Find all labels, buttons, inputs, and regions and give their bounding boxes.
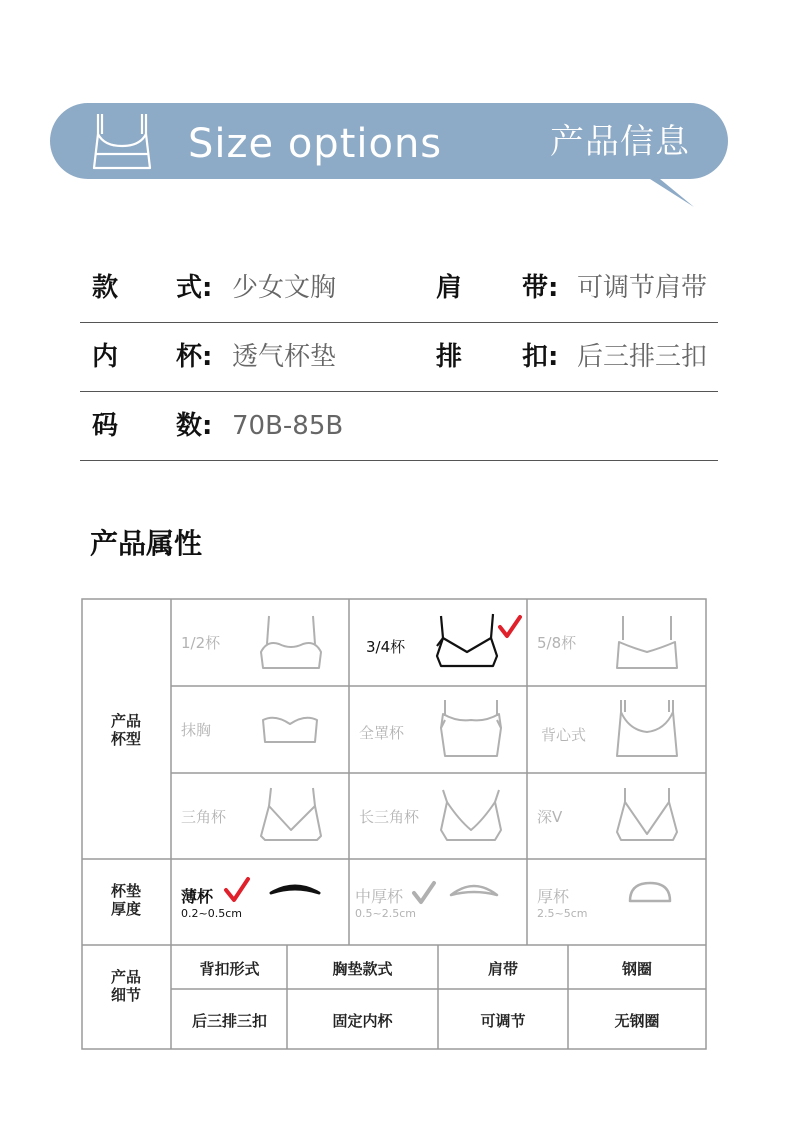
cup-type-label: 背心式 — [541, 726, 587, 744]
vest-bra-icon — [613, 698, 683, 760]
cup-type-label: 三角杯 — [181, 808, 227, 826]
detail-heading: 背扣形式 — [199, 960, 260, 978]
style-value: 少女文胸 — [232, 273, 337, 303]
pad-range: 2.5~5cm — [537, 907, 588, 920]
inner-cup-value: 透气杯垫 — [232, 342, 337, 372]
cup-type-label: 全罩杯 — [359, 724, 405, 742]
triangle-cup-bra-icon — [257, 786, 327, 844]
detail-value: 可调节 — [480, 1012, 526, 1030]
five-eighths-cup-bra-icon — [613, 614, 683, 672]
details-header — [82, 968, 170, 1004]
strap-label-suffix: 带: — [522, 273, 559, 303]
header-banner — [0, 0, 790, 230]
pad-label: 厚杯 — [537, 887, 570, 906]
check-icon — [497, 614, 523, 640]
cup-type-header-line2: 杯型 — [110, 730, 141, 748]
cup-type-header-line1: 产品 — [110, 712, 141, 730]
cup-type-label: 深V — [537, 808, 563, 826]
cup-type-header — [82, 712, 170, 748]
check-icon — [223, 876, 251, 904]
detail-heading: 钢圈 — [621, 960, 652, 978]
thick-pad-icon — [627, 880, 673, 904]
detail-value: 后三排三扣 — [191, 1012, 267, 1030]
pad-label-selected: 薄杯 — [181, 887, 214, 906]
section-title: 产品属性 — [90, 527, 203, 560]
cup-type-label: 抹胸 — [181, 721, 212, 739]
product-info-table — [80, 254, 718, 461]
cup-type-label: 5/8杯 — [537, 634, 577, 652]
bandeau-icon — [259, 712, 321, 746]
medium-pad-icon — [449, 881, 499, 901]
bra-top-icon — [90, 110, 154, 174]
strap-value: 可调节肩带 — [577, 273, 708, 303]
inner-cup-label: 内 — [92, 342, 119, 372]
info-row — [80, 254, 718, 323]
detail-heading: 胸垫款式 — [332, 960, 393, 978]
info-row — [80, 323, 718, 392]
cup-type-label: 长三角杯 — [359, 808, 420, 826]
style-label: 款 — [92, 273, 119, 303]
pad-header-line1: 杯垫 — [110, 882, 141, 900]
three-quarter-cup-bra-icon — [433, 612, 503, 672]
cup-type-label: 1/2杯 — [181, 634, 221, 652]
banner-subtitle: 产品信息 — [550, 122, 690, 162]
thin-pad-icon — [269, 881, 321, 899]
details-header-line2: 细节 — [110, 986, 141, 1004]
check-icon — [411, 880, 437, 906]
pad-thickness-header — [82, 882, 170, 918]
full-cup-bra-icon — [437, 698, 507, 764]
pad-range: 0.2~0.5cm — [181, 907, 242, 920]
size-value: 70B-85B — [232, 411, 344, 441]
long-triangle-cup-bra-icon — [437, 786, 507, 844]
half-cup-bra-icon — [257, 614, 327, 672]
deep-v-bra-icon — [613, 786, 683, 844]
detail-value: 无钢圈 — [614, 1012, 660, 1030]
pad-range: 0.5~2.5cm — [355, 907, 416, 920]
details-header-line1: 产品 — [110, 968, 141, 986]
pad-header-line2: 厚度 — [110, 900, 141, 918]
hook-label-suffix: 扣: — [522, 342, 559, 372]
style-label-suffix: 式: — [176, 273, 213, 303]
detail-heading: 肩带 — [487, 960, 518, 978]
cup-type-label-selected: 3/4杯 — [366, 638, 406, 656]
size-label: 码 — [92, 411, 119, 441]
banner-title: Size options — [188, 121, 443, 167]
inner-cup-label-suffix: 杯: — [176, 342, 213, 372]
info-row — [80, 392, 718, 461]
strap-label: 肩 — [436, 273, 463, 303]
hook-label: 排 — [436, 342, 463, 372]
size-label-suffix: 数: — [176, 411, 213, 441]
attributes-grid — [81, 598, 707, 1050]
hook-value: 后三排三扣 — [577, 342, 708, 372]
detail-value: 固定内杯 — [332, 1012, 393, 1030]
pad-label: 中厚杯 — [355, 887, 404, 906]
